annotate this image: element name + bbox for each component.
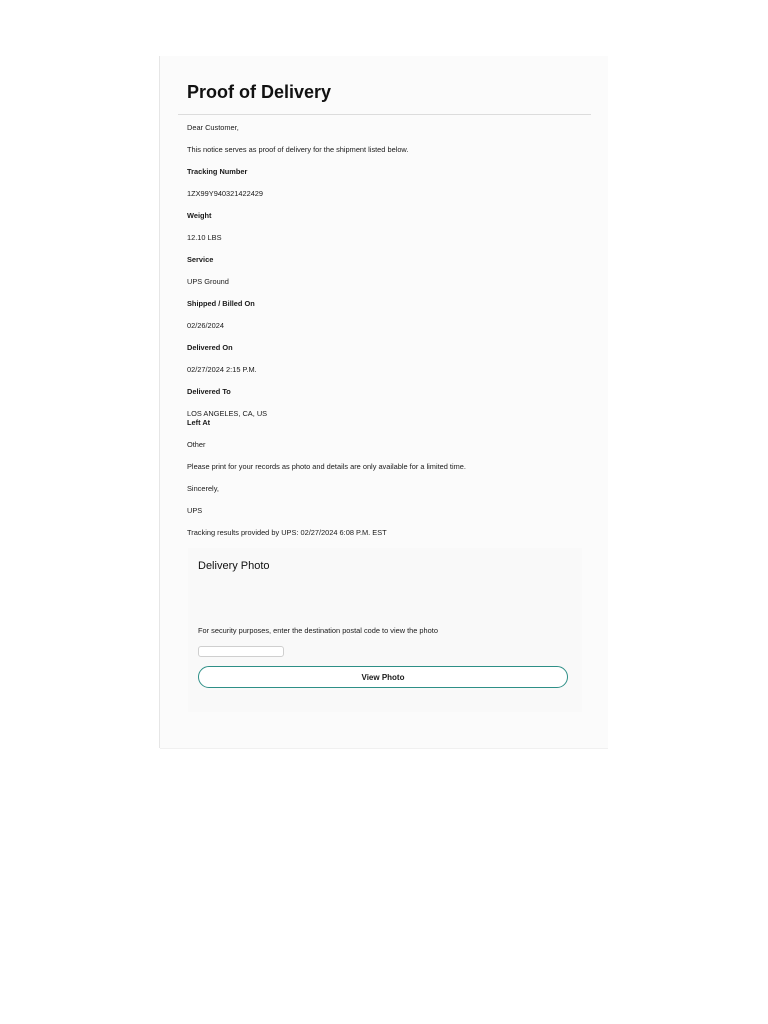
proof-of-delivery-document	[160, 56, 608, 748]
tracking-number-label: Tracking Number	[187, 167, 248, 176]
closing: Sincerely,	[187, 484, 219, 493]
print-notice: Please print for your records as photo and details are only available for a limited time.	[187, 462, 466, 471]
shipped-billed-on-value: 02/26/2024	[187, 321, 224, 330]
service-value: UPS Ground	[187, 277, 229, 286]
postal-code-instructions: For security purposes, enter the destination postal code to view the photo	[198, 626, 438, 635]
weight-label: Weight	[187, 211, 212, 220]
weight-value: 12.10 LBS	[187, 233, 222, 242]
delivery-photo-card	[188, 548, 582, 712]
page-title: Proof of Delivery	[187, 82, 332, 102]
tracking-number-value: 1ZX99Y940321422429	[187, 189, 264, 198]
delivered-on-label: Delivered On	[187, 343, 233, 352]
delivered-on-value: 02/27/2024 2:15 P.M.	[187, 365, 257, 374]
signature: UPS	[187, 506, 203, 515]
shipped-billed-on-label: Shipped / Billed On	[187, 299, 255, 308]
delivered-to-label: Delivered To	[187, 387, 231, 396]
tracking-results-footer: Tracking results provided by UPS: 02/27/2024 6:08 P.M. EST	[187, 528, 387, 537]
greeting: Dear Customer,	[187, 123, 239, 132]
left-at-value: Other	[187, 440, 206, 449]
delivered-to-value: LOS ANGELES, CA, US	[187, 409, 268, 418]
left-at-label: Left At	[187, 418, 211, 427]
service-label: Service	[187, 255, 214, 264]
intro-text: This notice serves as proof of delivery for the shipment listed below.	[187, 145, 409, 154]
view-photo-button[interactable]: View Photo	[198, 666, 568, 688]
delivery-photo-title: Delivery Photo	[198, 560, 270, 572]
postal-code-input[interactable]	[198, 646, 284, 657]
title-divider	[178, 114, 591, 115]
